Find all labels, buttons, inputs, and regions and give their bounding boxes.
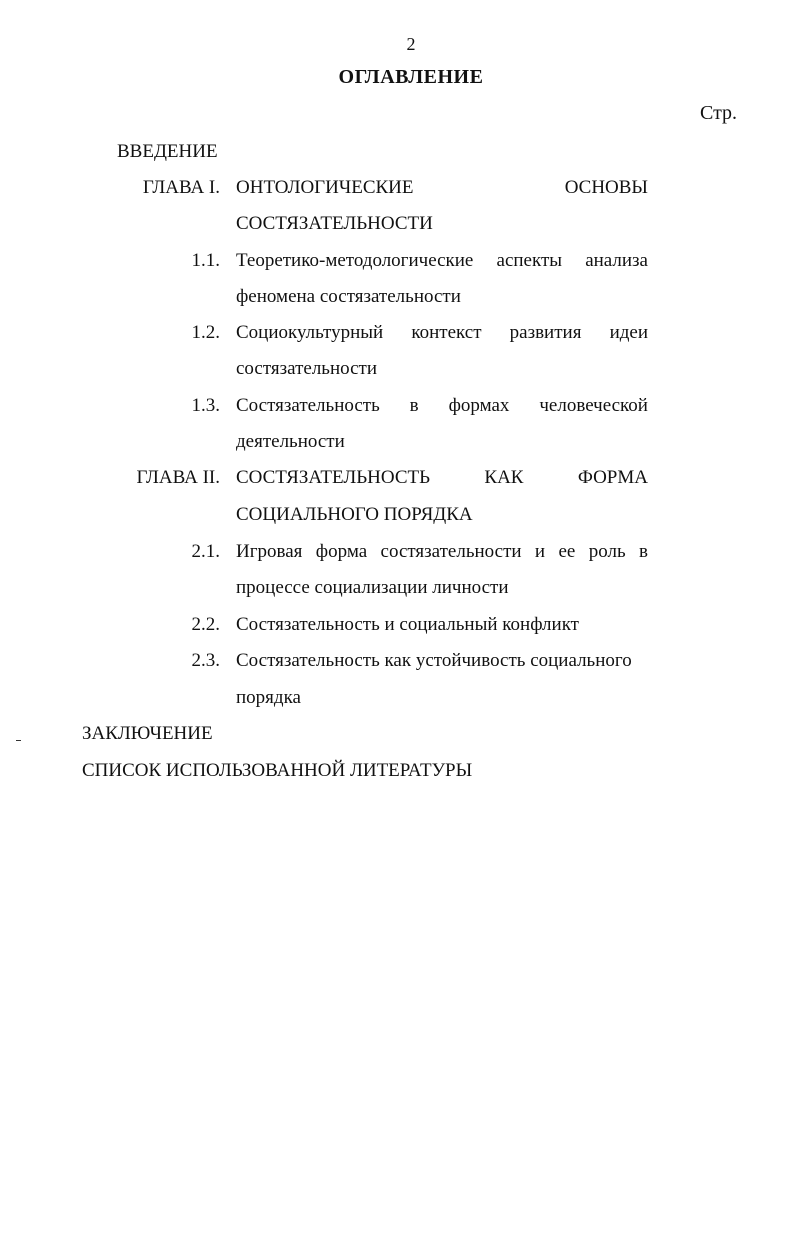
- section-1-3-line2: деятельности: [236, 431, 345, 452]
- section-word: состязательности: [380, 541, 522, 562]
- chapter1-label: ГЛАВА I.: [142, 177, 220, 198]
- chapter1-title-word: ОНТОЛОГИЧЕСКИЕ: [236, 177, 414, 198]
- section-2-1-line1: [236, 540, 648, 564]
- section-word: Состязательность: [236, 395, 380, 416]
- chapter2-label: ГЛАВА II.: [136, 467, 220, 488]
- section-1-3-line1: [236, 394, 648, 418]
- chapter2-title-word: КАК: [484, 467, 524, 488]
- section-word: в: [409, 395, 419, 416]
- section-2-1-number: 2.1.: [191, 541, 220, 562]
- stray-mark: [16, 740, 21, 741]
- section-1-1-line1: [236, 249, 648, 273]
- section-word: человеческой: [539, 395, 648, 416]
- chapter1-title-line2: СОСТЯЗАТЕЛЬНОСТИ: [236, 213, 433, 234]
- section-word: контекст: [411, 322, 482, 343]
- section-word: и: [534, 541, 546, 562]
- section-2-2-line1: Состязательность и социальный конфликт: [236, 614, 579, 635]
- section-word: Социокультурный: [236, 322, 384, 343]
- toc-introduction: ВВЕДЕНИЕ: [117, 141, 218, 162]
- section-word: анализа: [585, 250, 648, 271]
- section-2-1-line2: процессе социализации личности: [236, 577, 509, 598]
- section-1-1-number: 1.1.: [191, 250, 220, 271]
- section-word: формах: [448, 395, 510, 416]
- section-2-2-number: 2.2.: [191, 614, 220, 635]
- chapter1-title-word: ОСНОВЫ: [564, 177, 648, 198]
- page-column-label: Стр.: [700, 102, 738, 124]
- chapter2-title-word: СОСТЯЗАТЕЛЬНОСТЬ: [236, 467, 431, 488]
- section-word: Игровая: [236, 541, 303, 562]
- section-1-2-line1: [236, 321, 648, 345]
- section-word: развития: [509, 322, 582, 343]
- section-word: ее: [558, 541, 576, 562]
- chapter1-title-line1: [236, 176, 648, 200]
- toc-title: ОГЛАВЛЕНИЕ: [338, 66, 484, 88]
- section-word: идеи: [609, 322, 648, 343]
- section-1-2-number: 1.2.: [191, 322, 220, 343]
- section-word: в: [639, 541, 648, 562]
- toc-bibliography: СПИСОК ИСПОЛЬЗОВАННОЙ ЛИТЕРАТУРЫ: [82, 760, 473, 781]
- chapter2-title-line2: СОЦИАЛЬНОГО ПОРЯДКА: [236, 504, 473, 525]
- section-2-3-line1: Состязательность как устойчивость социального: [236, 650, 632, 671]
- section-word: аспекты: [496, 250, 563, 271]
- section-word: форма: [315, 541, 368, 562]
- section-word: роль: [588, 541, 626, 562]
- section-1-1-line2: феномена состязательности: [236, 286, 461, 307]
- toc-conclusion: ЗАКЛЮЧЕНИЕ: [82, 723, 213, 744]
- chapter2-title-line1: [236, 466, 648, 490]
- section-2-3-line2: порядка: [236, 687, 301, 708]
- chapter2-title-word: ФОРМА: [577, 467, 648, 488]
- page-number: 2: [406, 34, 416, 54]
- section-word: Теоретико-методологические: [236, 250, 474, 271]
- section-1-3-number: 1.3.: [191, 395, 220, 416]
- section-2-3-number: 2.3.: [191, 650, 220, 671]
- section-1-2-line2: состязательности: [236, 358, 378, 379]
